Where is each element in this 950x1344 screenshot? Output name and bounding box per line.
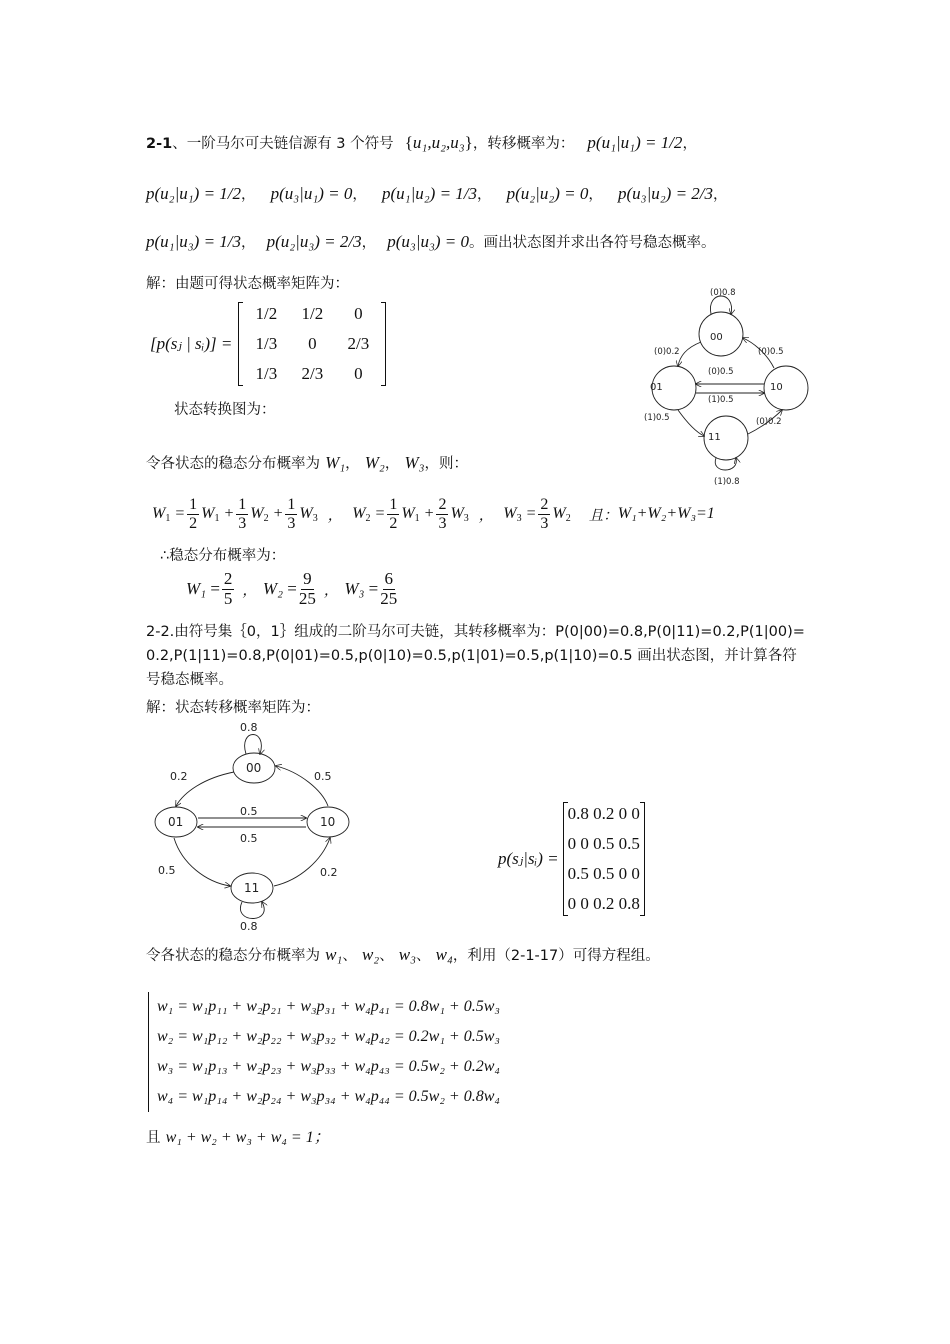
result-num: 9 — [303, 569, 312, 588]
matrix-body — [238, 302, 386, 386]
prob-u3-u1: p(u₃|u₁) = 0 — [270, 184, 353, 203]
and-label: 且 — [146, 1130, 161, 1146]
matrix-cell: 2/3 — [347, 334, 370, 353]
state-label: 11 — [244, 881, 260, 895]
symbol-set: {u₁,u₂,u₃} — [404, 133, 473, 152]
var-w2: W₂ — [364, 453, 385, 472]
edge-label: 0.5 — [314, 770, 332, 783]
edge-label: (0)0.5 — [758, 347, 784, 357]
state-label: 10 — [770, 382, 783, 393]
result-var: W₂ — [262, 579, 283, 599]
equation-row: w₄ = w₁p₁₄ + w₂p₂₄ + w₃p₃₄ + w₄p₄₄ = 0.5w₂ + 0.8w₄ — [157, 1088, 500, 1105]
state-label: 01 — [650, 382, 663, 393]
edge-label: (0)0.2 — [654, 347, 680, 357]
matrix-cell: 1/2 — [301, 304, 324, 323]
state-label: 11 — [708, 432, 721, 443]
state-label: 01 — [168, 815, 184, 829]
matrix-cell: 0 — [308, 334, 317, 353]
matrix-cell: 2/3 — [301, 364, 324, 383]
task-text: 。画出状态图并求出各符号稳态概率。 — [469, 235, 716, 251]
matrix-cell: 0 — [354, 304, 363, 323]
problem-number: 2-1 — [146, 136, 173, 152]
var-w4: w₄ — [435, 945, 453, 964]
edge-label: (1)0.8 — [714, 477, 740, 487]
equation-system — [148, 992, 500, 1112]
prob-u2-u1: p(u₂|u₁) = 1/2 — [146, 184, 242, 203]
state-diagram-2-1 — [636, 282, 816, 492]
problem-2-1-statement: 2-1、一阶马尔可夫链信源有 3 个符号 {u₁,u₂,u₃}，转移概率为： p(u₁|u₁) = 1/2， — [146, 133, 697, 152]
prob-line-3: p(u₁|u₃) = 1/3， p(u₂|u₃) = 2/3， p(u₃|u₃) = 0。画出状态图并求出各符号稳态概率。 — [146, 232, 716, 251]
result-intro: ∴稳态分布概率为： — [160, 548, 286, 564]
edge-label: (0)0.5 — [708, 367, 734, 377]
result-den: 25 — [298, 588, 316, 608]
result-num: 2 — [223, 569, 233, 588]
matrix-cell: 1/3 — [255, 334, 278, 353]
prob-u1-u2: p(u₁|u₂) = 1/3 — [382, 184, 478, 203]
steady-intro-text: 令各状态的稳态分布概率为 — [146, 948, 320, 964]
edge-label: 0.8 — [240, 920, 258, 933]
matrix-row: 0 0 0.5 0.5 — [567, 834, 640, 853]
steady-tail: ，利用（2-1-17）可得方程组。 — [452, 948, 660, 964]
var-w2: w₂ — [361, 945, 380, 964]
matrix-body — [563, 802, 645, 916]
var-w1: w₁ — [325, 945, 343, 964]
steady-intro-2-1: 令各状态的稳态分布概率为 W₁， W₂， W₃，则： — [146, 453, 469, 472]
result-num: 6 — [384, 569, 394, 588]
edge-label: 0.2 — [320, 866, 338, 879]
solution-label-2: 解：状态转移概率矩阵为： — [146, 700, 320, 716]
edge-label: 0.2 — [170, 770, 188, 783]
sum-equation: w₁ + w₂ + w₃ + w₄ = 1； — [165, 1129, 330, 1146]
edge-label: (0)0.8 — [710, 288, 736, 298]
solution-label-1: 解：由题可得状态概率矩阵为： — [146, 276, 349, 292]
matrix-row: 0.5 0.5 0 0 — [567, 864, 640, 883]
prob-line-2: p(u₂|u₁) = 1/2， p(u₃|u₁) = 0， p(u₁|u₂) = 1/3， p(u₂|u₂) = 0， p(u₃|u₂) = 2/3， — [146, 184, 728, 203]
var-w3: W₃ — [404, 453, 425, 472]
then-text: ，则： — [424, 456, 469, 472]
steady-intro-2-2: 令各状态的稳态分布概率为 w₁、 w₂、 w₃、 w₄，利用（2-1-17）可得方程组。 — [146, 945, 660, 964]
problem-2-2-statement: 2-2.由符号集｛0，1｝组成的二阶马尔可夫链，其转移概率为：P(0|00)=0.8,P(0|11)=0.2,P(1|00)=0.2,P(1|11)=0.8,P(0|01)=0.5,p(0|10)=0.5,p(1|01)=0.5,p(1|10)=0.5 画出状态图，并计算各符号稳态概率。 — [146, 624, 805, 688]
state-diagram-2-2 — [150, 718, 360, 933]
matrix-cell: 1/2 — [255, 304, 278, 323]
transition-matrix-2-2 — [498, 802, 645, 916]
state-label: 00 — [710, 332, 723, 343]
problem-intro: 、一阶马尔可夫链信源有 3 个符号 — [172, 136, 394, 152]
matrix-lhs: p(sⱼ|sᵢ) = — [498, 849, 559, 868]
state-label: 10 — [320, 815, 336, 829]
matrix-lhs: [p(sⱼ | sᵢ)] = — [150, 334, 233, 353]
matrix-row: 0.8 0.2 0 0 — [567, 804, 640, 823]
equation-row: w₃ = w₁p₁₃ + w₂p₂₃ + w₃p₃₃ + w₄p₄₃ = 0.5w₂ + 0.2w₄ — [157, 1058, 500, 1075]
edge-label: 0.8 — [240, 721, 258, 734]
edge-label: (1)0.5 — [708, 395, 734, 405]
prob-u3-u2: p(u₃|u₂) = 2/3 — [618, 184, 714, 203]
edge-label: 0.5 — [240, 832, 258, 845]
result-den: 5 — [223, 588, 233, 608]
diagram-label: 状态转换图为： — [174, 402, 276, 418]
result-var: W₁ — [186, 579, 207, 599]
problem-intro2: ，转移概率为： — [472, 136, 575, 152]
steady-equations-2-1: $W_1$ = $\frac{1}{2}$ $W_1$ + $\frac{1}{3}$ $W_2$ + $\frac{1}{3}$ $W_3$ ， $W_2$ = $\frac{1}{2}$ $W_1$ + $\frac{2}{3}$ $W_3$ ， $W_3$ = $\frac{2}{3}$ $W_2$ 且： W₁+W₂+W₃=1 — [152, 496, 715, 532]
edge-label: (0)0.2 — [756, 417, 782, 427]
and-label: 且： — [588, 507, 618, 524]
matrix-row: 0 0 0.2 0.8 — [567, 894, 640, 913]
var-w1: W₁ — [325, 453, 346, 472]
edge-label: 0.5 — [240, 805, 258, 818]
prob-u2-u2: p(u₂|u₂) = 0 — [506, 184, 589, 203]
matrix-cell: 1/3 — [255, 364, 278, 383]
equation-row: w₂ = w₁p₁₂ + w₂p₂₂ + w₃p₃₂ + w₄p₄₂ = 0.2w₁ + 0.5w₃ — [157, 1028, 500, 1045]
matrix-cell: 0 — [354, 364, 363, 383]
prob-u2-u3: p(u₂|u₃) = 2/3 — [266, 232, 362, 251]
transition-matrix-2-1 — [150, 302, 386, 386]
steady-intro-text: 令各状态的稳态分布概率为 — [146, 456, 320, 472]
equation-row: w₁ = w₁p₁₁ + w₂p₂₁ + w₃p₃₁ + w₄p₄₁ = 0.8w₁ + 0.5w₃ — [157, 998, 500, 1015]
var-w3: w₃ — [398, 945, 417, 964]
prob-u1-u1: p(u₁|u₁) = 1/2 — [587, 133, 683, 152]
result-den: 25 — [380, 588, 398, 608]
state-label: 00 — [246, 761, 262, 775]
sum-constraint — [146, 1124, 330, 1147]
sum-equation: W₁+W₂+W₃=1 — [617, 505, 715, 523]
prob-u3-u3: p(u₃|u₃) = 0 — [387, 232, 470, 251]
steady-results-2-1: W₁ = $\frac{2}{5}$ ， W₂ = $\frac{9}{25}$ ， W₃ = $\frac{6}{25}$ — [186, 569, 398, 608]
edge-label: 0.5 — [158, 864, 176, 877]
result-var: W₃ — [344, 579, 365, 599]
prob-u1-u3: p(u₁|u₃) = 1/3 — [146, 232, 242, 251]
edge-label: (1)0.5 — [644, 413, 670, 423]
